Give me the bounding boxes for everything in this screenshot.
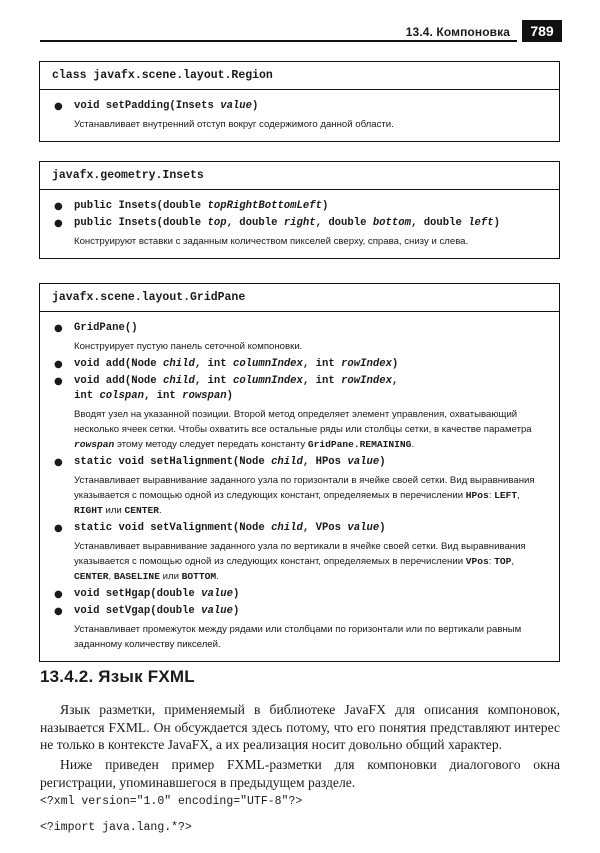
api-description: Устанавливает выравнивание заданного узла по вертикали в ячейке своей сетки. Вид выравнивания указывается с помощью одной из следующих констант, определяемых в перечислении VPos: TOP, CENTER, BASELINE или BOTTOM.: [74, 541, 526, 582]
subsection-heading: 13.4.2. Язык FXML: [40, 667, 195, 686]
api-box-region: [39, 61, 560, 142]
api-description: Конструирует пустую панель сеточной компоновки.: [74, 341, 303, 352]
api-method: ● static void setValignment(Node child, VPos value): [54, 522, 386, 534]
bullet-icon: ●: [54, 323, 63, 334]
bullet-icon: ●: [54, 523, 63, 534]
api-method: ● static void setHalignment(Node child, HPos value): [54, 456, 386, 468]
api-description: Вводят узел на указанной позиции. Второй метод определяет элемент управления, охватывающий несколько ячеек сетки. Чтобы охватить все остальные ряды или столбцы сетки, в качестве параметра rowspan этому методу следует передать константу GridPane.REMAINING.: [74, 409, 532, 450]
bullet-icon: ●: [54, 589, 63, 600]
api-box-title: javafx.geometry.Insets: [40, 162, 559, 190]
api-method: ● void add(Node child, int columnIndex, int rowIndex): [54, 358, 399, 370]
api-method: ● void add(Node child, int columnIndex, int rowIndex, int colspan, int rowspan): [54, 375, 399, 402]
api-method: ● void setPadding(Insets value): [54, 100, 259, 112]
api-box-title: javafx.scene.layout.GridPane: [40, 284, 559, 312]
api-method: ● void setHgap(double value): [54, 588, 240, 600]
code-line: <?xml version="1.0" encoding="UTF-8"?>: [40, 795, 303, 808]
api-method: ● GridPane(): [54, 322, 138, 334]
header-rule: [40, 40, 517, 42]
bullet-icon: ●: [54, 101, 63, 112]
body-paragraph: Язык разметки, применяемый в библиотеке JavaFX для описания компоновок, называется FXML. Он обсуждается здесь потому, что его понятия представляют интерес не только в контексте JavaFX, а их реализация носит довольно общий характер.: [40, 702, 560, 752]
running-header: [40, 20, 562, 42]
api-method: ● public Insets(double top, double right, double bottom, double left): [54, 217, 500, 229]
api-description: Конструируют вставки с заданным количеством пикселей сверху, справа, снизу и слева.: [74, 236, 469, 247]
api-description: Устанавливает внутренний отступ вокруг содержимого данной области.: [74, 119, 394, 130]
api-method: ● void setVgap(double value): [54, 605, 240, 617]
api-box-insets: [39, 161, 560, 259]
api-method: ● public Insets(double topRightBottomLeft): [54, 200, 329, 212]
bullet-icon: ●: [54, 201, 63, 212]
api-description: Устанавливает выравнивание заданного узла по горизонтали в ячейке своей сетки. Вид выравнивания указывается с помощью одной из следующих констант, определяемых в перечислении HPos: LEFT, RIGHT или CENTER.: [74, 475, 535, 516]
api-box-gridpane: [39, 283, 560, 662]
body-paragraph: Ниже приведен пример FXML-разметки для компоновки диалогового окна регистрации, упоминавшегося в предыдущем разделе.: [40, 757, 560, 790]
api-description: Устанавливает промежуток между рядами или столбцами по горизонтали или по вертикали равным заданному количеству пикселей.: [74, 624, 522, 650]
bullet-icon: ●: [54, 359, 63, 370]
bullet-icon: ●: [54, 218, 63, 229]
bullet-icon: ●: [54, 606, 63, 617]
bullet-icon: ●: [54, 376, 63, 387]
api-box-title: class javafx.scene.layout.Region: [40, 62, 559, 90]
code-line: <?import java.lang.*?>: [40, 821, 192, 834]
section-title: 13.4. Компоновка: [405, 25, 510, 39]
bullet-icon: ●: [54, 457, 63, 468]
page-number: 789: [522, 20, 562, 42]
